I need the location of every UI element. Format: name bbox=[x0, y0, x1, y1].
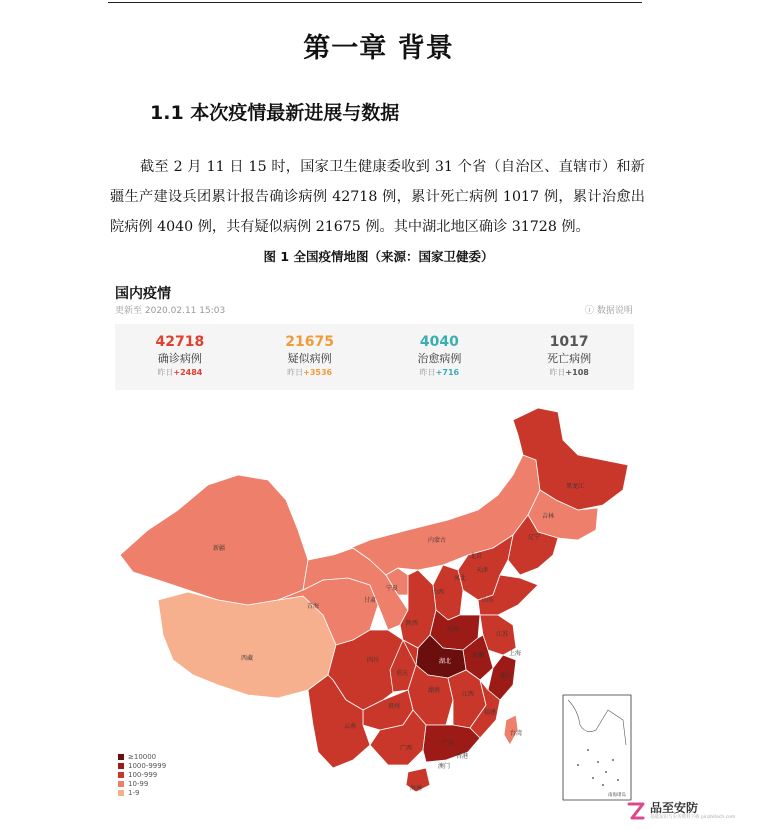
china-epidemic-map bbox=[108, 400, 648, 810]
legend-label: 1000-9999 bbox=[128, 761, 167, 770]
chapter-title: 第一章 背景 bbox=[303, 33, 454, 64]
map-svg bbox=[108, 400, 648, 810]
label-qinghai: 青海 bbox=[307, 603, 320, 610]
stat-delta-row bbox=[115, 367, 245, 379]
label-chongqing: 重庆 bbox=[396, 670, 409, 677]
label-gansu: 甘肃 bbox=[364, 597, 377, 604]
stat-delta-prefix: 昨日 bbox=[549, 368, 566, 377]
stat-value: 4040 bbox=[419, 334, 459, 350]
province-xinjiang[interactable] bbox=[120, 475, 308, 605]
top-rule bbox=[108, 2, 642, 3]
legend-item bbox=[118, 761, 166, 770]
stat-delta: +3536 bbox=[303, 368, 333, 377]
label-shaanxi: 陕西 bbox=[406, 620, 419, 627]
label-neimenggu: 内蒙古 bbox=[428, 537, 447, 544]
label-xianggang: 香港 bbox=[456, 753, 469, 760]
stat-delta-prefix: 昨日 bbox=[287, 368, 304, 377]
panel-title: 国内疫情 bbox=[115, 286, 171, 302]
label-guizhou: 贵州 bbox=[388, 703, 401, 710]
stat-delta: +2484 bbox=[173, 368, 203, 377]
label-liaoning: 辽宁 bbox=[528, 534, 541, 541]
legend-label: 1-9 bbox=[128, 788, 140, 797]
figure-caption: 图 1 全国疫情地图（来源：国家卫健委） bbox=[263, 249, 494, 264]
nanhai-coast bbox=[568, 700, 626, 745]
stat-delta-row bbox=[375, 367, 505, 379]
label-ningxia: 宁夏 bbox=[386, 585, 399, 592]
label-heilongjiang: 黑龙江 bbox=[566, 483, 585, 490]
body-paragraph: 截至 2 月 11 日 15 时，国家卫生健康委收到 31 个省（自治区、直辖市）和新疆生产建设兵团累计报告确诊病例 42718 例，累计死亡病例 1017 例，累计治愈出院病例 4040 例，共有疑似病例 21675 例。其中湖北地区确诊 31728 例。 bbox=[110, 159, 645, 235]
stat-deaths bbox=[504, 324, 634, 390]
label-tianjin: 天津 bbox=[476, 567, 489, 574]
legend-swatch bbox=[118, 763, 124, 769]
stat-value: 1017 bbox=[549, 334, 589, 350]
label-beijing: 北京 bbox=[470, 553, 483, 560]
legend-label: ≥10000 bbox=[128, 752, 157, 761]
label-hunan: 湖南 bbox=[428, 687, 441, 694]
stats-summary bbox=[115, 324, 634, 390]
label-guangxi: 广西 bbox=[400, 745, 413, 752]
legend-item bbox=[118, 788, 166, 797]
label-guangdong: 广东 bbox=[442, 740, 455, 747]
label-jiangsu: 江苏 bbox=[496, 631, 509, 638]
data-note-link[interactable]: ⓘ 数据说明 bbox=[585, 306, 633, 316]
label-yunnan: 云南 bbox=[344, 723, 357, 730]
stat-suspected bbox=[245, 324, 375, 390]
label-zhejiang: 浙江 bbox=[500, 673, 513, 680]
label-shandong: 山东 bbox=[482, 597, 495, 604]
label-xizang: 西藏 bbox=[241, 655, 254, 662]
label-shanxi: 山西 bbox=[432, 589, 445, 596]
label-hubei: 湖北 bbox=[439, 658, 452, 665]
legend-swatch bbox=[118, 781, 124, 787]
label-taiwan: 台湾 bbox=[510, 730, 523, 737]
label-jilin: 吉林 bbox=[542, 513, 555, 520]
label-fujian: 福建 bbox=[484, 709, 497, 716]
legend-label: 10-99 bbox=[128, 779, 149, 788]
stat-label: 死亡病例 bbox=[547, 352, 592, 365]
watermark bbox=[626, 800, 735, 822]
stat-value: 42718 bbox=[155, 334, 205, 350]
watermark-logo-icon bbox=[626, 800, 646, 822]
label-xinjiang: 新疆 bbox=[213, 545, 226, 552]
nanhai-islands bbox=[577, 749, 619, 786]
stat-delta: +108 bbox=[565, 368, 589, 377]
label-aomen: 澳门 bbox=[438, 763, 451, 770]
watermark-name: 品至安防 bbox=[650, 800, 699, 815]
stat-delta: +716 bbox=[435, 368, 460, 377]
legend-item bbox=[118, 770, 166, 779]
stat-value: 21675 bbox=[285, 334, 334, 350]
label-hainan: 海南 bbox=[410, 785, 423, 792]
stat-delta-row bbox=[504, 367, 634, 379]
stat-confirmed bbox=[115, 324, 245, 390]
map-legend bbox=[118, 752, 166, 797]
watermark-sub: 基础知识与实务资料下载 pinzhitech.com bbox=[650, 814, 736, 820]
nanhai-inset-frame bbox=[563, 695, 631, 800]
label-henan: 河南 bbox=[447, 626, 460, 633]
stat-delta-prefix: 昨日 bbox=[419, 368, 436, 377]
stat-label: 治愈病例 bbox=[417, 352, 462, 365]
stat-label: 疑似病例 bbox=[287, 352, 332, 365]
legend-swatch bbox=[118, 754, 124, 760]
legend-item bbox=[118, 779, 166, 788]
section-title: 1.1 本次疫情最新进展与数据 bbox=[150, 102, 400, 124]
stat-label: 确诊病例 bbox=[157, 352, 202, 365]
stat-cured bbox=[375, 324, 505, 390]
label-jiangxi: 江西 bbox=[462, 691, 475, 698]
label-sichuan: 四川 bbox=[367, 657, 380, 664]
legend-item bbox=[118, 752, 166, 761]
label-nanhai: 南海诸岛 bbox=[608, 793, 626, 798]
stat-delta-prefix: 昨日 bbox=[157, 368, 174, 377]
legend-swatch bbox=[118, 772, 124, 778]
label-hebei: 河北 bbox=[454, 575, 467, 582]
label-anhui: 安徽 bbox=[472, 652, 485, 659]
stat-delta-row bbox=[245, 367, 375, 379]
legend-label: 100-999 bbox=[128, 770, 158, 779]
update-timestamp: 更新至 2020.02.11 15:03 bbox=[115, 306, 226, 316]
legend-swatch bbox=[118, 790, 124, 796]
label-shanghai: 上海 bbox=[509, 650, 522, 657]
